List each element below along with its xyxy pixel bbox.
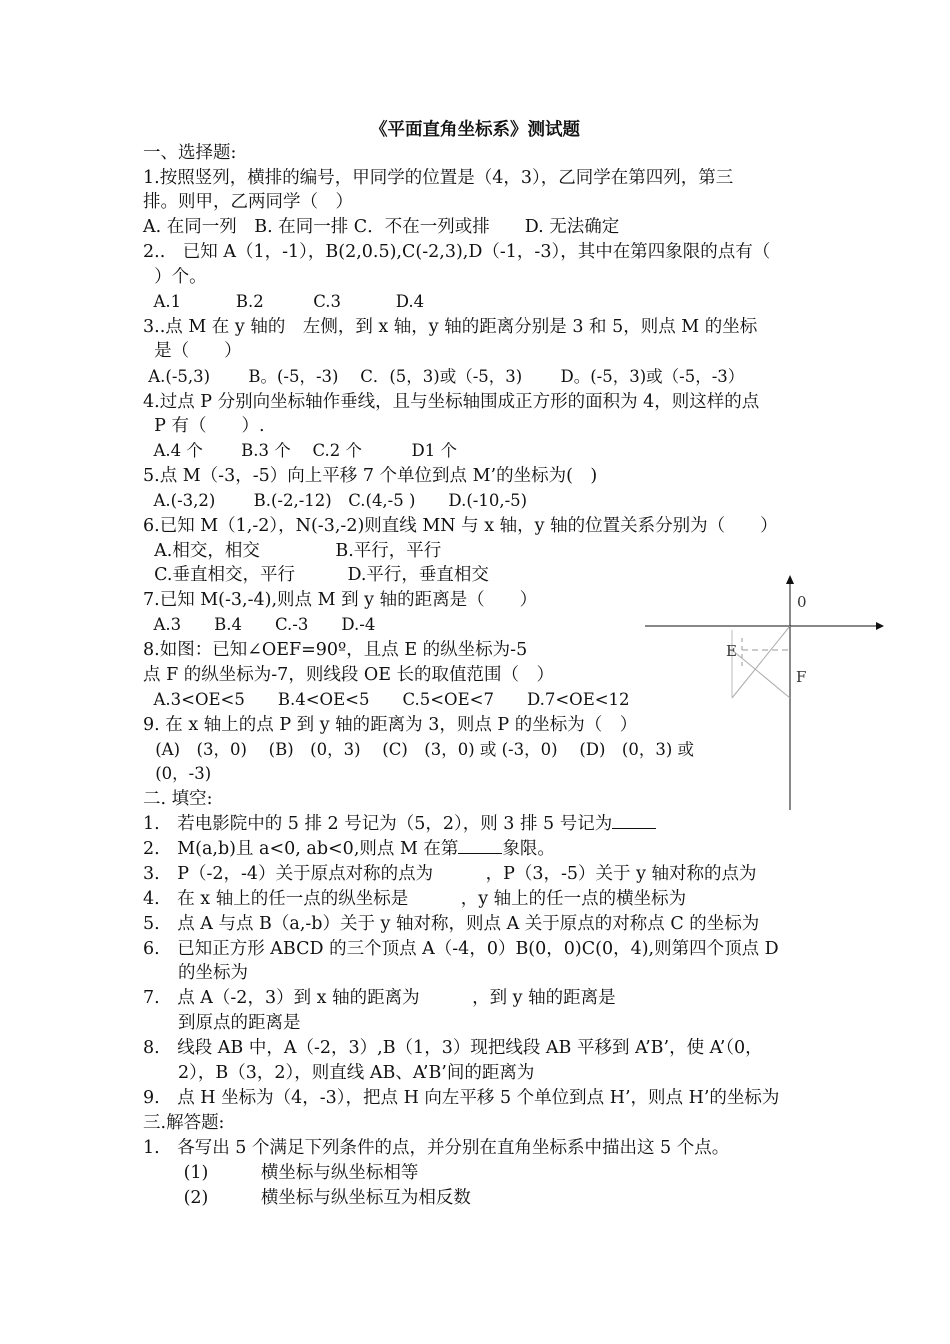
page-title: 《平面直角坐标系》测试题 xyxy=(370,120,580,140)
option-line: A.(-5,3) B。(-5，-3) C．(5，3)或（-5，3) D。(-5，3)或（-5，-3） xyxy=(143,367,745,386)
option-line: A.3 B.4 C.-3 D.-4 xyxy=(143,615,376,634)
y-axis-arrow-icon xyxy=(786,575,794,584)
fill-line: 3. P（-2，-4）关于原点对称的点为 ，P（3，-5）关于 y 轴对称的点为 xyxy=(143,864,757,884)
fill-line: 8. 线段 AB 中，A（-2，3）,B（1，3）现把线段 AB 平移到 A’B’，使 A’（0， xyxy=(143,1038,763,1058)
question-line: 点 F 的纵坐标为-7，则线段 OE 长的取值范围（ ） xyxy=(143,665,555,685)
label-f: F xyxy=(796,668,807,686)
fill-line: 到原点的距离是 xyxy=(143,1013,301,1033)
fill-text: 2. M(a,b)且 a<0, ab<0,则点 M 在第 xyxy=(143,839,459,859)
fill-line: 7. 点 A（-2，3）到 x 轴的距离为 ，到 y 轴的距离是 xyxy=(143,988,616,1008)
question-line: P 有（ ）. xyxy=(143,416,265,436)
option-line: A.(-3,2) B.(-2,-12) C.(4,-5 ) D.(-10,-5) xyxy=(143,491,528,510)
option-line: (A) (3，0) (B) (0，3) (C) (3，0) 或 (-3，0) (D) (0，3) 或 xyxy=(150,740,695,759)
option-line: A. 在同一列 B. 在同一排 C．不在一列或排 D. 无法确定 xyxy=(143,217,620,237)
answer-blank[interactable] xyxy=(458,837,502,854)
fill-line: 9. 点 H 坐标为（4，-3），把点 H 向左平移 5 个单位到点 H’，则点 H’的坐标为 xyxy=(143,1088,780,1108)
answer-line: 1. 各写出 5 个满足下列条件的点，并分别在直角坐标系中描出这 5 个点。 xyxy=(143,1138,730,1158)
question-line: 9. 在 x 轴上的点 P 到 y 轴的距离为 3，则点 P 的坐标为（ ） xyxy=(143,715,638,735)
option-line: A.1 B.2 C.3 D.4 xyxy=(143,292,425,311)
figure-svg xyxy=(640,570,890,820)
label-e: E xyxy=(726,642,737,660)
fill-line: 6. 已知正方形 ABCD 的三个顶点 A（-4，0）B(0，0)C(0，4),则第四个顶点 D xyxy=(143,939,779,959)
coordinate-figure xyxy=(640,570,890,820)
label-o: 0 xyxy=(797,593,807,611)
question-line: ）个。 xyxy=(143,267,207,287)
question-line: 8.如图：已知∠OEF=90º，且点 E 的纵坐标为-5 xyxy=(143,640,528,660)
answer-line: (1) 横坐标与纵坐标相等 xyxy=(143,1163,419,1183)
fill-text: 1. 若电影院中的 5 排 2 号记为（5，2），则 3 排 5 号记为 xyxy=(143,814,613,834)
section-heading: 三.解答题: xyxy=(143,1113,225,1133)
question-line: 5.点 M（-3，-5）向上平移 7 个单位到点 M’的坐标为( ) xyxy=(143,466,598,486)
question-line: 6.已知 M（1,-2），N(-3,-2)则直线 MN 与 x 轴，y 轴的位置关系分别为（ ） xyxy=(143,516,778,536)
option-line: A.3<OE<5 B.4<OE<5 C.5<OE<7 D.7<OE<12 xyxy=(143,690,630,709)
option-line: C.垂直相交，平行 D.平行，垂直相交 xyxy=(143,565,489,585)
question-line: 2.. 已知 A（1，-1），B(2,0.5),C(-2,3),D（-1，-3），其中在第四象限的点有（ xyxy=(143,242,771,262)
question-line: 1.按照竖列，横排的编号，甲同学的位置是（4，3），乙同学在第四列，第三 xyxy=(143,168,734,188)
option-line: A.相交，相交 B.平行，平行 xyxy=(143,541,442,561)
fill-line xyxy=(143,837,555,861)
fill-line: 2），B（3，2），则直线 AB、A’B’间的距离为 xyxy=(143,1063,535,1083)
question-line: 是（ ） xyxy=(143,341,242,361)
fill-text: 象限。 xyxy=(502,839,555,859)
fill-line: 4. 在 x 轴上的任一点的纵坐标是 ，y 轴上的任一点的横坐标为 xyxy=(143,889,687,909)
segment-oe xyxy=(732,626,790,698)
question-line: 排。则甲，乙两同学（ ） xyxy=(143,192,353,212)
segment-ef xyxy=(732,650,790,698)
x-axis-arrow-icon xyxy=(876,622,884,630)
option-line: (0，-3) xyxy=(150,764,212,783)
section-heading: 二. 填空: xyxy=(143,789,213,809)
question-line: 3..点 M 在 y 轴的 左侧，到 x 轴，y 轴的距离分别是 3 和 5，则点 M 的坐标 xyxy=(143,317,758,337)
option-line: A.4 个 B.3 个 C.2 个 D1 个 xyxy=(143,441,457,460)
answer-line: (2) 横坐标与纵坐标互为相反数 xyxy=(143,1188,471,1208)
question-line: 7.已知 M(-3,-4),则点 M 到 y 轴的距离是（ ） xyxy=(143,590,538,610)
question-line: 4.过点 P 分别向坐标轴作垂线，且与坐标轴围成正方形的面积为 4，则这样的点 xyxy=(143,392,760,412)
fill-line: 的坐标为 xyxy=(143,963,248,983)
section-heading: 一、选择题: xyxy=(143,143,237,163)
fill-line xyxy=(143,812,656,836)
fill-line: 5. 点 A 与点 B（a,-b）关于 y 轴对称，则点 A 关于原点的对称点 C 的坐标为 xyxy=(143,914,760,934)
